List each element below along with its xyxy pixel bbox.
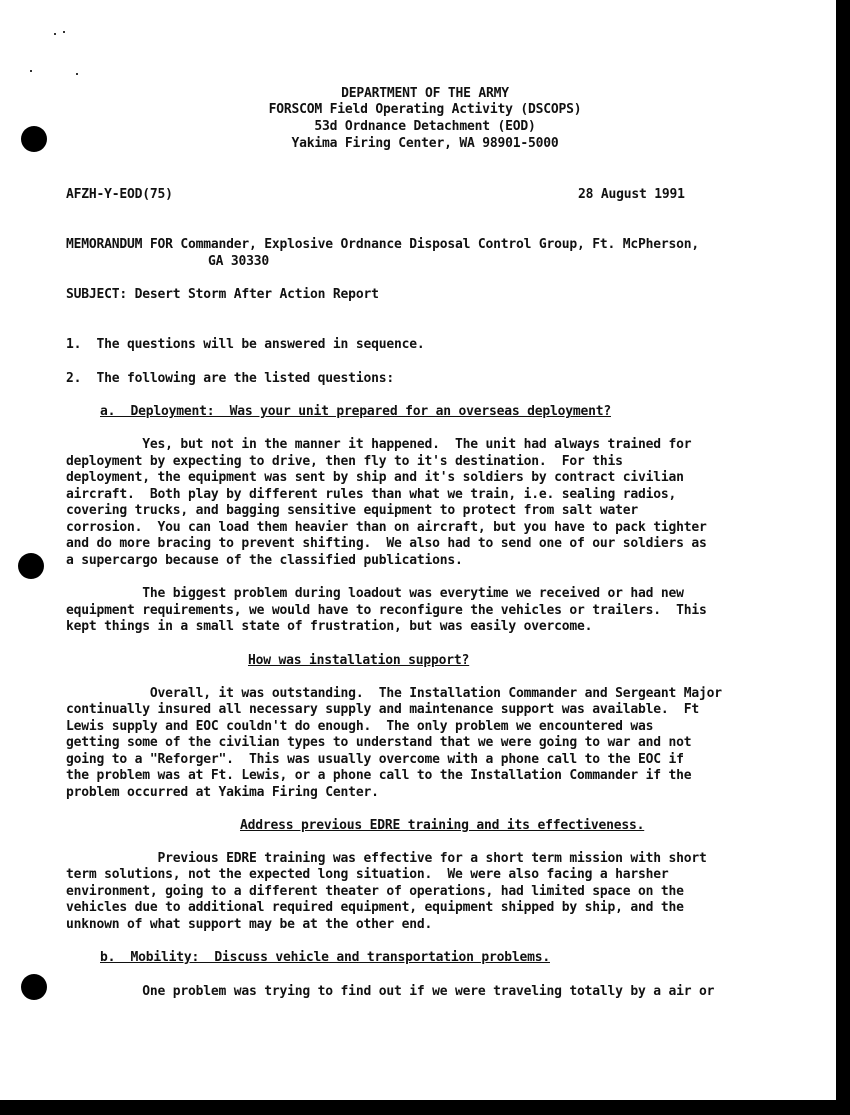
item-1: 1. The questions will be answered in sequence.: [66, 337, 425, 352]
punch-hole-top: [21, 126, 47, 152]
paragraph-line: and do more bracing to prevent shifting. We also had to send one of our soldiers as: [66, 536, 707, 551]
paragraph-line: Overall, it was outstanding. The Installation Commander and Sergeant Major: [66, 686, 722, 701]
letterhead-detachment: 53d Ordnance Detachment (EOD): [314, 119, 536, 134]
office-symbol: AFZH-Y-EOD(75): [66, 187, 173, 202]
memo-for-line-1: MEMORANDUM FOR Commander, Explosive Ordnance Disposal Control Group, Ft. McPherson,: [66, 237, 700, 252]
section-b-heading: b. Mobility: Discuss vehicle and transportation problems.: [100, 950, 550, 965]
paragraph-line: vehicles due to additional required equipment, equipment shipped by ship, and the: [66, 900, 684, 915]
letterhead-activity: FORSCOM Field Operating Activity (DSCOPS): [268, 102, 582, 117]
paragraph-line: Lewis supply and EOC couldn't do enough. The only problem we encountered was: [66, 719, 654, 734]
paragraph-line: environment, going to a different theater of operations, had limited space on the: [66, 884, 684, 899]
edre-training-heading: Address previous EDRE training and its effectiveness.: [240, 818, 645, 833]
letterhead-department: DEPARTMENT OF THE ARMY: [341, 86, 509, 101]
scan-edge-right: [836, 0, 850, 1115]
paragraph-line: problem occurred at Yakima Firing Center.: [66, 785, 379, 800]
memo-subject: SUBJECT: Desert Storm After Action Report: [66, 287, 379, 302]
memo-for-line-2: GA 30330: [208, 254, 270, 269]
paragraph-line: a supercargo because of the classified publications.: [66, 553, 463, 568]
letterhead-address: Yakima Firing Center, WA 98901-5000: [291, 136, 559, 151]
punch-hole-bottom: [21, 974, 47, 1000]
paragraph-line: unknown of what support may be at the other end.: [66, 917, 433, 932]
scan-speck: [76, 73, 78, 75]
scan-speck: [63, 31, 65, 33]
paragraph-line: continually insured all necessary supply and maintenance support was available. Ft: [66, 702, 700, 717]
paragraph-line: covering trucks, and bagging sensitive equipment to protect from salt water: [66, 503, 638, 518]
scan-speck: [30, 70, 32, 72]
scan-edge-bottom: [0, 1100, 850, 1115]
installation-support-heading: How was installation support?: [248, 653, 470, 668]
paragraph-line: One problem was trying to find out if we were traveling totally by a air or: [66, 984, 715, 999]
paragraph-line: deployment, the equipment was sent by ship and it's soldiers by contract civilian: [66, 470, 684, 485]
paragraph-line: kept things in a small state of frustration, but was easily overcome.: [66, 619, 593, 634]
scan-speck: [54, 33, 56, 35]
paragraph-line: going to a "Reforger". This was usually overcome with a phone call to the EOC if: [66, 752, 684, 767]
paragraph-line: getting some of the civilian types to understand that we were going to war and not: [66, 735, 692, 750]
item-2: 2. The following are the listed questions:: [66, 371, 394, 386]
paragraph-line: aircraft. Both play by different rules than what we train, i.e. sealing radios,: [66, 487, 677, 502]
paragraph-line: Previous EDRE training was effective for a short term mission with short: [66, 851, 707, 866]
paragraph-line: corrosion. You can load them heavier than on aircraft, but you have to pack tighter: [66, 520, 707, 535]
memo-date: 28 August 1991: [578, 187, 685, 202]
section-a-heading: a. Deployment: Was your unit prepared for an overseas deployment?: [100, 404, 611, 419]
punch-hole-middle: [18, 553, 44, 579]
paragraph-line: The biggest problem during loadout was everytime we received or had new: [66, 586, 684, 601]
paragraph-line: equipment requirements, we would have to reconfigure the vehicles or trailers. This: [66, 603, 707, 618]
paragraph-line: deployment by expecting to drive, then fly to it's destination. For this: [66, 454, 623, 469]
paragraph-line: term solutions, not the expected long situation. We were also facing a harsher: [66, 867, 669, 882]
paragraph-line: the problem was at Ft. Lewis, or a phone call to the Installation Commander if the: [66, 768, 692, 783]
paragraph-line: Yes, but not in the manner it happened. The unit had always trained for: [66, 437, 692, 452]
